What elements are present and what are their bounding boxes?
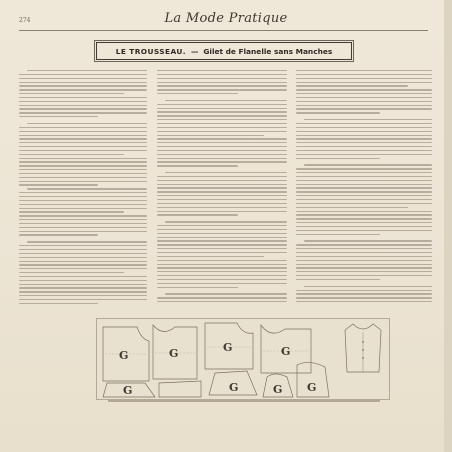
text-line bbox=[296, 168, 432, 169]
text-line bbox=[157, 237, 287, 238]
text-line bbox=[296, 230, 432, 231]
text-line bbox=[19, 295, 147, 296]
text-line bbox=[19, 284, 147, 285]
text-line bbox=[157, 161, 287, 162]
text-line bbox=[296, 89, 432, 90]
text-line bbox=[157, 297, 287, 298]
pattern-letter: G bbox=[119, 349, 129, 362]
text-line bbox=[296, 244, 432, 245]
text-line bbox=[157, 267, 287, 268]
text-line bbox=[157, 142, 287, 143]
text-line bbox=[19, 268, 147, 269]
text-line bbox=[19, 184, 98, 185]
text-line bbox=[19, 135, 147, 136]
text-line bbox=[304, 286, 432, 287]
header-rule bbox=[19, 30, 428, 31]
text-line bbox=[157, 119, 287, 120]
text-line bbox=[19, 158, 147, 159]
vest-illustration bbox=[333, 318, 393, 382]
text-line bbox=[19, 108, 147, 109]
text-line bbox=[19, 97, 147, 98]
page-edge bbox=[444, 0, 452, 452]
text-line bbox=[19, 146, 147, 147]
article-title-box bbox=[96, 42, 352, 60]
text-line bbox=[27, 188, 147, 189]
text-line bbox=[157, 127, 287, 128]
text-line bbox=[157, 74, 287, 75]
text-line bbox=[296, 74, 432, 75]
text-line bbox=[296, 264, 432, 265]
text-line bbox=[296, 290, 432, 291]
text-line bbox=[296, 127, 432, 128]
magazine-title: La Mode Pratique bbox=[164, 11, 288, 26]
text-line bbox=[157, 150, 287, 151]
text-line bbox=[27, 241, 147, 242]
text-line bbox=[296, 222, 432, 223]
pattern-letter: G bbox=[281, 345, 291, 358]
text-line bbox=[19, 112, 147, 113]
text-line bbox=[19, 208, 147, 209]
text-line bbox=[157, 111, 287, 112]
text-line bbox=[19, 261, 147, 262]
text-line bbox=[296, 172, 432, 173]
text-line bbox=[296, 256, 432, 257]
text-line bbox=[157, 271, 287, 272]
figure-caption-line bbox=[108, 400, 380, 402]
text-line bbox=[157, 115, 287, 116]
text-line bbox=[19, 291, 147, 292]
text-line bbox=[157, 93, 238, 94]
text-line bbox=[19, 299, 147, 300]
article-title-sub: Gilet de Flanelle sans Manches bbox=[203, 46, 333, 56]
text-line bbox=[296, 252, 432, 253]
text-line bbox=[19, 127, 147, 128]
page-number: 274 bbox=[19, 17, 31, 24]
text-line bbox=[157, 256, 264, 257]
text-line bbox=[157, 191, 287, 192]
text-line bbox=[19, 211, 124, 212]
pattern-letter: G bbox=[273, 383, 283, 396]
text-line bbox=[157, 207, 287, 208]
text-line bbox=[19, 181, 147, 182]
text-line bbox=[19, 219, 147, 220]
text-line bbox=[19, 223, 147, 224]
text-line bbox=[19, 287, 147, 288]
text-line bbox=[296, 85, 408, 86]
text-line bbox=[296, 131, 432, 132]
text-line bbox=[157, 260, 287, 261]
text-line bbox=[296, 97, 432, 98]
text-line bbox=[19, 173, 147, 174]
text-line bbox=[19, 272, 124, 273]
text-line bbox=[19, 231, 147, 232]
text-line bbox=[19, 154, 124, 155]
text-line bbox=[157, 154, 287, 155]
text-line bbox=[19, 245, 147, 246]
pattern-letter: G bbox=[123, 384, 133, 397]
text-line bbox=[19, 276, 147, 277]
pattern-letter: G bbox=[307, 381, 317, 394]
text-line bbox=[296, 82, 432, 83]
text-line bbox=[19, 192, 147, 193]
text-line bbox=[19, 93, 124, 94]
text-line bbox=[157, 229, 287, 230]
text-line bbox=[157, 199, 287, 200]
text-line bbox=[157, 244, 287, 245]
text-line bbox=[157, 275, 287, 276]
text-line bbox=[157, 211, 287, 212]
text-line bbox=[296, 176, 432, 177]
text-line bbox=[19, 227, 147, 228]
text-line bbox=[19, 74, 147, 75]
text-line bbox=[296, 138, 432, 139]
text-line bbox=[296, 112, 380, 113]
text-line bbox=[157, 70, 287, 71]
text-line bbox=[19, 161, 147, 162]
text-line bbox=[19, 101, 147, 102]
text-line bbox=[296, 180, 432, 181]
text-line bbox=[296, 275, 432, 276]
text-line bbox=[157, 165, 238, 166]
text-line bbox=[19, 89, 147, 90]
text-line bbox=[19, 78, 147, 79]
text-line bbox=[19, 169, 147, 170]
text-line bbox=[165, 293, 287, 294]
text-line bbox=[157, 187, 287, 188]
text-line bbox=[19, 105, 147, 106]
text-line bbox=[157, 184, 287, 185]
text-line bbox=[157, 252, 287, 253]
text-line bbox=[296, 301, 432, 302]
text-column-3 bbox=[296, 70, 432, 316]
text-line bbox=[157, 78, 287, 79]
text-line bbox=[296, 146, 432, 147]
text-line bbox=[157, 131, 287, 132]
text-line bbox=[157, 264, 287, 265]
text-line bbox=[157, 108, 287, 109]
text-line bbox=[296, 267, 432, 268]
text-line bbox=[296, 105, 432, 106]
text-line bbox=[296, 191, 432, 192]
text-line bbox=[157, 240, 287, 241]
text-line bbox=[27, 123, 147, 124]
text-line bbox=[19, 142, 147, 143]
text-line bbox=[157, 225, 287, 226]
text-line bbox=[157, 203, 287, 204]
text-line bbox=[165, 221, 287, 222]
text-line bbox=[19, 253, 147, 254]
text-line bbox=[296, 154, 432, 155]
text-line bbox=[19, 116, 98, 117]
text-line bbox=[19, 200, 147, 201]
text-line bbox=[296, 248, 432, 249]
text-line bbox=[296, 218, 432, 219]
text-line bbox=[157, 85, 287, 86]
text-line bbox=[19, 264, 147, 265]
text-line bbox=[19, 165, 147, 166]
text-line bbox=[19, 150, 147, 151]
text-line bbox=[296, 260, 432, 261]
text-line bbox=[19, 249, 147, 250]
text-line bbox=[157, 89, 287, 90]
text-line bbox=[296, 108, 432, 109]
text-line bbox=[157, 123, 287, 124]
text-line bbox=[296, 226, 432, 227]
text-line bbox=[19, 138, 147, 139]
text-line bbox=[296, 199, 432, 200]
text-line bbox=[296, 135, 432, 136]
article-title-main: LE TROUSSEAU. bbox=[115, 46, 186, 56]
text-line bbox=[304, 119, 432, 120]
text-line bbox=[19, 215, 147, 216]
text-line bbox=[296, 93, 432, 94]
text-line bbox=[19, 234, 98, 235]
text-line bbox=[165, 172, 287, 173]
text-line bbox=[296, 211, 432, 212]
text-line bbox=[165, 100, 287, 101]
text-line bbox=[157, 283, 287, 284]
text-line bbox=[19, 177, 147, 178]
text-line bbox=[296, 297, 432, 298]
text-line bbox=[157, 135, 264, 136]
text-line bbox=[157, 180, 287, 181]
text-line bbox=[296, 234, 380, 235]
text-column-1 bbox=[19, 70, 147, 316]
text-line bbox=[19, 204, 147, 205]
vest-drawing bbox=[333, 318, 393, 378]
text-line bbox=[157, 138, 287, 139]
pattern-letter: G bbox=[229, 381, 239, 394]
text-line bbox=[296, 78, 432, 79]
text-line bbox=[296, 293, 432, 294]
text-line bbox=[19, 257, 147, 258]
pattern-letter: G bbox=[169, 347, 179, 360]
text-line bbox=[157, 233, 287, 234]
pattern-piece bbox=[159, 381, 201, 397]
text-line bbox=[19, 131, 147, 132]
text-line bbox=[296, 203, 432, 204]
text-line bbox=[157, 195, 287, 196]
text-line bbox=[304, 240, 432, 241]
text-line bbox=[296, 184, 432, 185]
text-line bbox=[296, 142, 432, 143]
text-line bbox=[19, 82, 147, 83]
text-line bbox=[296, 70, 432, 71]
text-line bbox=[296, 195, 432, 196]
text-line bbox=[296, 101, 432, 102]
text-column-2 bbox=[157, 70, 287, 316]
text-line bbox=[296, 207, 408, 208]
text-line bbox=[19, 85, 147, 86]
text-line bbox=[19, 303, 98, 304]
text-line bbox=[157, 104, 287, 105]
text-line bbox=[157, 82, 287, 83]
text-line bbox=[296, 123, 432, 124]
text-line bbox=[296, 271, 432, 272]
text-line bbox=[157, 146, 287, 147]
article-title-dash: — bbox=[190, 46, 199, 56]
text-line bbox=[304, 164, 432, 165]
text-line bbox=[296, 214, 432, 215]
text-line bbox=[19, 196, 147, 197]
text-line bbox=[157, 158, 287, 159]
text-line bbox=[296, 158, 380, 159]
text-line bbox=[27, 70, 147, 71]
text-line bbox=[296, 150, 432, 151]
pattern-letter: G bbox=[223, 341, 233, 354]
text-line bbox=[157, 301, 287, 302]
text-line bbox=[157, 287, 238, 288]
text-line bbox=[296, 187, 432, 188]
text-line bbox=[157, 176, 287, 177]
text-line bbox=[296, 279, 380, 280]
text-line bbox=[157, 214, 238, 215]
text-line bbox=[19, 280, 147, 281]
text-line bbox=[157, 248, 287, 249]
text-line bbox=[157, 279, 287, 280]
